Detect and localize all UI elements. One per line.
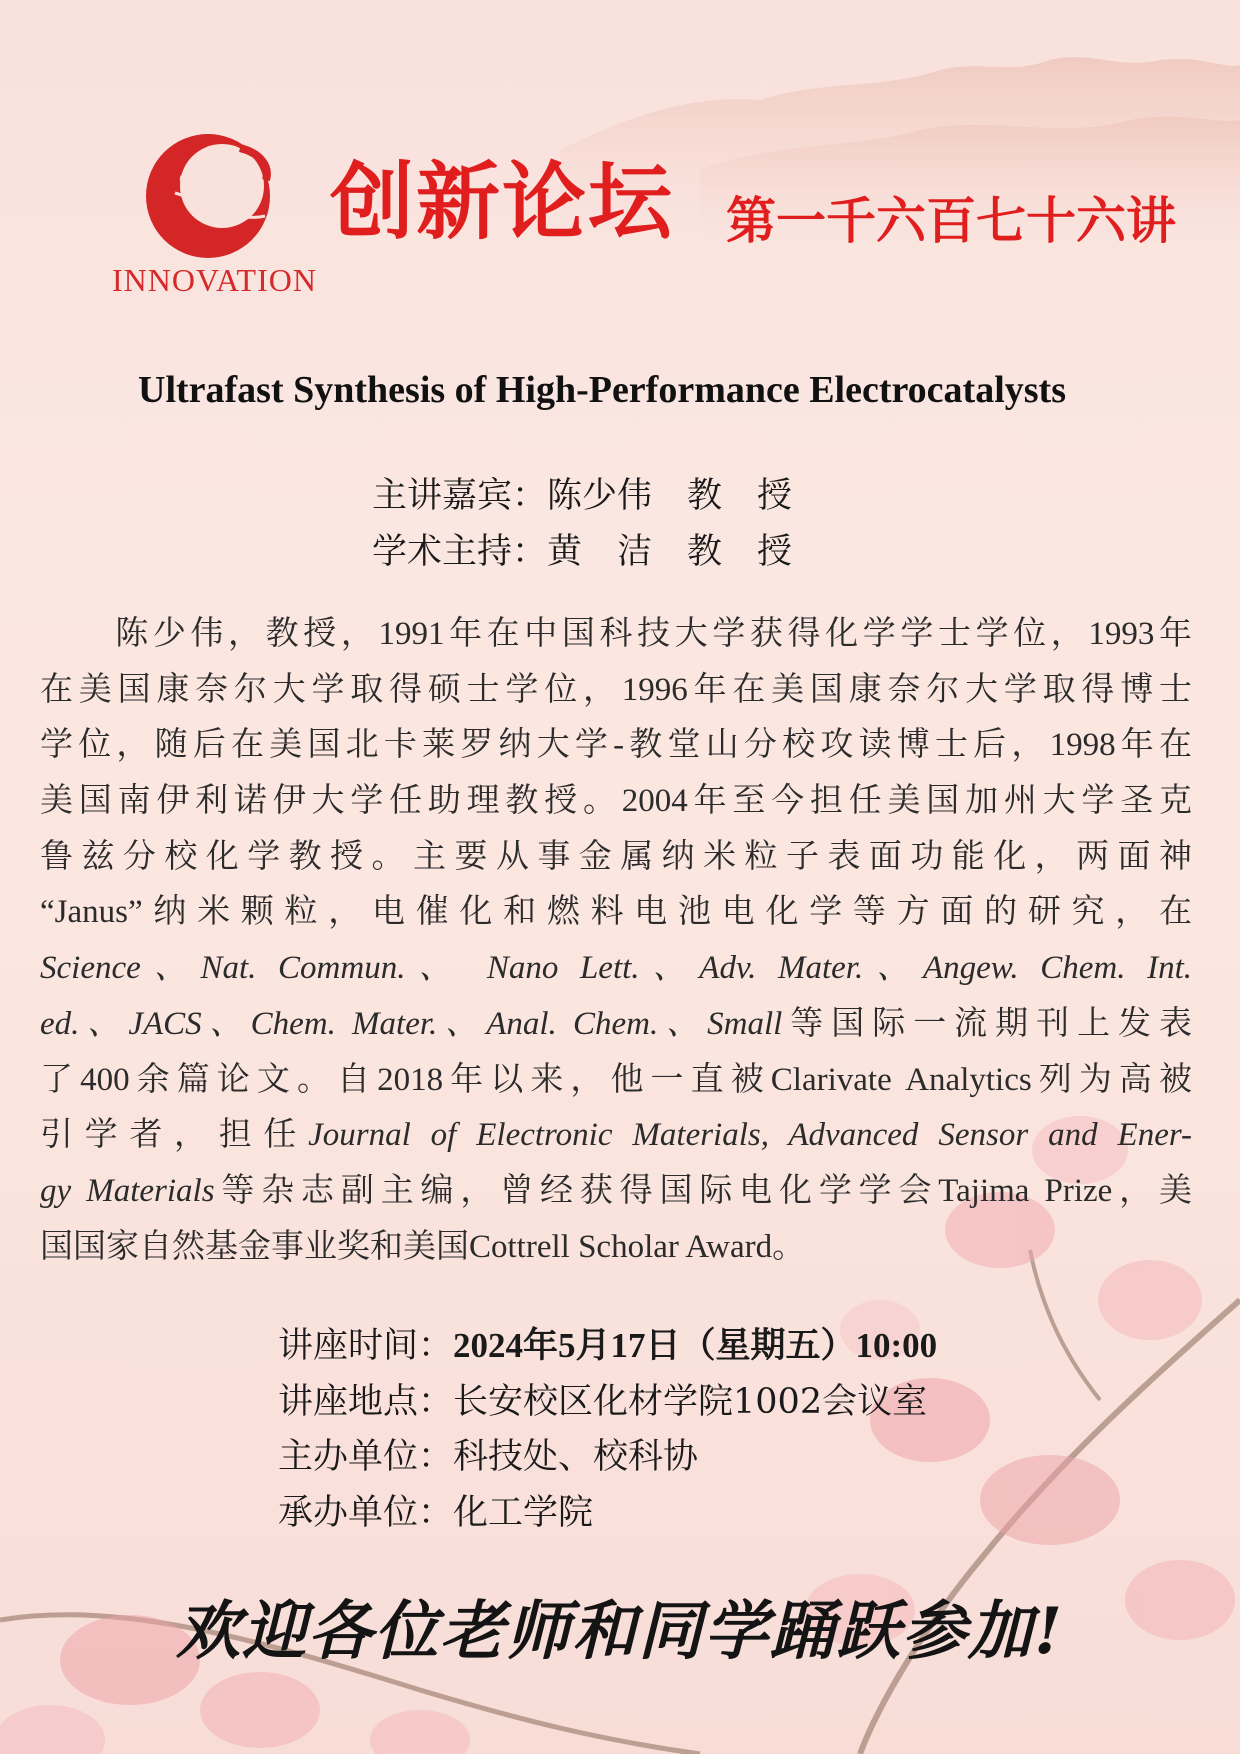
host-row	[372, 524, 792, 580]
speaker-label: 主讲嘉宾：	[372, 476, 548, 516]
speaker-row	[372, 468, 792, 524]
bio-line: “Janus”纳米颗粒，电催化和燃料电池电化学等方面的研究，在	[40, 894, 1192, 931]
bio-line: 美国南伊利诺伊大学任助理教授。2004年至今担任美国加州大学圣克	[40, 783, 1192, 820]
undertaker-value: 化工学院	[453, 1492, 594, 1533]
speaker-name: 陈少伟 教 授	[547, 476, 793, 516]
bio-line: 鲁兹分校化学教授。主要从事金属纳米粒子表面功能化，两面神	[40, 838, 1192, 875]
bio-line: ed.、JACS、Chem. Mater.、Anal. Chem.、Small等国际一流期刊上发表	[40, 1005, 1193, 1042]
talk-title: Ultrafast Synthesis of High-Performance Electrocatalysts	[138, 369, 1066, 411]
undertaker-row: 承办单位：化工学院	[278, 1492, 594, 1533]
bio-line: Science、Nat. Commun.、 Nano Lett.、Adv. Mater.、Angew. Chem. Int.	[40, 950, 1192, 987]
people-block	[372, 468, 792, 580]
time-value: 2024年5月17日（星期五）10:00	[453, 1326, 938, 1365]
bio-line: 国国家自然基金事业奖和美国Cottrell Scholar Award。	[40, 1228, 806, 1265]
bio-line: 引学者，担任Journal of Electronic Materials, Advanced Sensor and Ener-	[40, 1117, 1193, 1154]
host-name: 黄 洁 教 授	[547, 532, 793, 572]
welcome-slogan: 欢迎各位老师和同学踊跃参加!	[175, 1594, 1065, 1669]
logo-text: INNOVATION	[112, 262, 317, 298]
host-label: 学术主持：	[372, 532, 548, 572]
bio-line: 学位，随后在美国北卡莱罗纳大学-教堂山分校攻读博士后，1998年在	[40, 727, 1192, 764]
bio-line: 了400余篇论文。自2018年以来，他一直被Clarivate Analytics列为高被	[40, 1061, 1192, 1098]
time-row: 讲座时间：2024年5月17日（星期五）10:00	[278, 1326, 938, 1366]
organizer-value: 科技处、校科协	[453, 1437, 699, 1477]
place-row: 讲座地点：长安校区化材学院1002会议室	[278, 1381, 928, 1422]
event-info	[278, 1318, 937, 1541]
forum-title: 创新论坛	[330, 153, 675, 251]
lecture-number: 第一千六百七十六讲	[726, 192, 1176, 250]
bio-line: 在美国康奈尔大学取得硕士学位，1996年在美国康奈尔大学取得博士	[40, 671, 1192, 708]
organizer-row: 主办单位：科技处、校科协	[278, 1437, 699, 1477]
bio-line: gy Materials等杂志副主编，曾经获得国际电化学学会Tajima Prize，美	[40, 1172, 1192, 1209]
bio-line: 陈少伟，教授，1991年在中国科技大学获得化学学士学位，1993年	[115, 616, 1193, 652]
speaker-bio	[40, 607, 1192, 1275]
place-value: 长安校区化材学院1002会议室	[453, 1381, 928, 1422]
innovation-logo-icon	[140, 128, 290, 263]
